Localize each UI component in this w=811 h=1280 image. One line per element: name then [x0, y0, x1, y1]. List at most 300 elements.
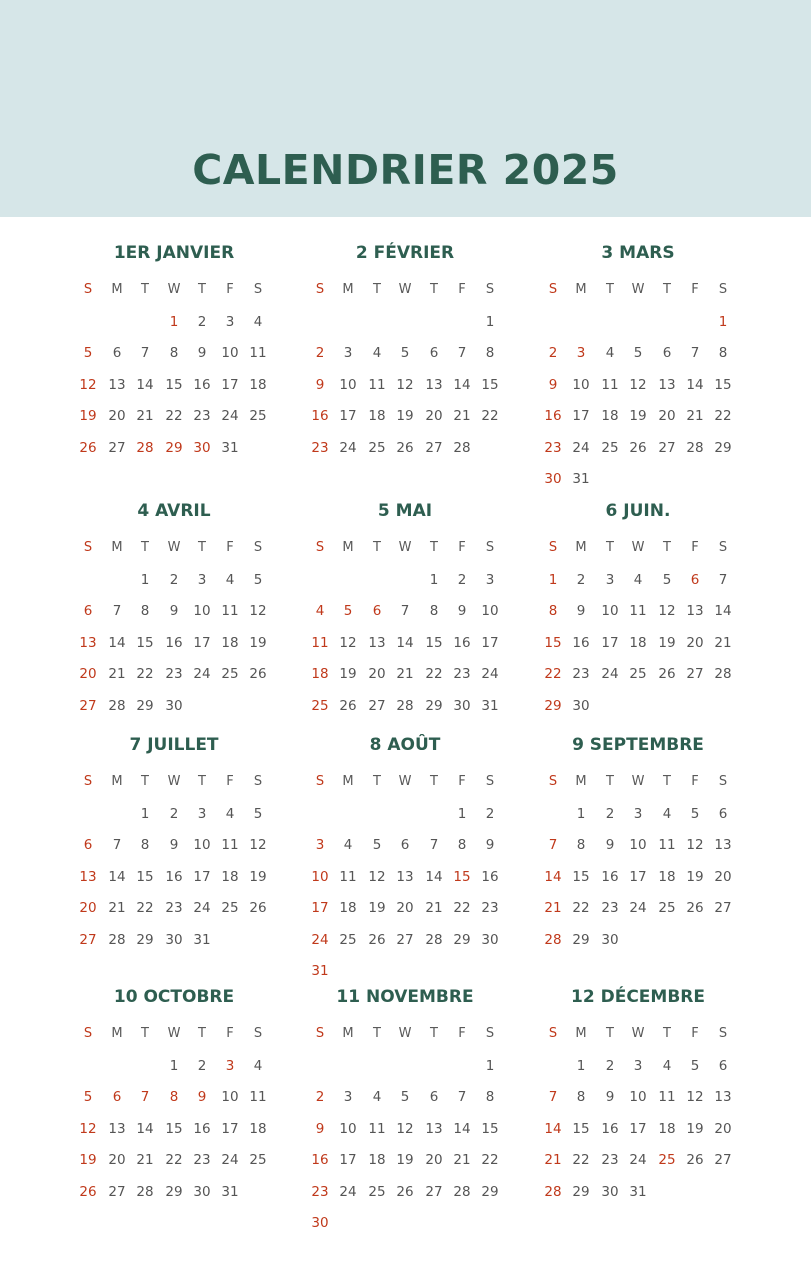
weekday-label: S	[548, 774, 558, 789]
day-cell: 20	[368, 666, 386, 682]
day-cell: 15	[136, 868, 154, 885]
weekday-label: F	[691, 540, 699, 555]
day-cell: 17	[339, 408, 357, 424]
weekday-label: F	[691, 282, 699, 297]
day-cell: 23	[601, 900, 619, 916]
day-cell: 8	[169, 1089, 179, 1105]
day-cell: 8	[548, 603, 558, 619]
day-cell: 7	[718, 571, 728, 588]
day-cell: 26	[686, 900, 704, 916]
day-cell: 24	[311, 931, 329, 948]
day-cell: 20	[686, 634, 704, 651]
day-cell: 19	[686, 868, 704, 885]
day-cell: 2	[485, 805, 495, 822]
day-cell: 28	[453, 1183, 471, 1200]
day-cell: 27	[108, 1183, 126, 1200]
day-cell: 5	[83, 1089, 93, 1105]
day-cell: 3	[605, 571, 615, 588]
day-cell: 14	[686, 376, 704, 393]
day-cell: 15	[165, 376, 183, 393]
day-cell: 2	[605, 1057, 615, 1074]
day-cell: 22	[481, 1152, 499, 1168]
day-cell: 25	[658, 1152, 676, 1168]
day-cell: 30	[572, 697, 590, 714]
day-cell: 7	[429, 837, 439, 853]
day-cell: 18	[368, 408, 386, 424]
weekday-label: T	[373, 540, 381, 555]
weekday-label: T	[198, 282, 206, 297]
weekday-label: M	[111, 1026, 123, 1041]
header-band	[0, 0, 811, 217]
weekday-label: T	[663, 540, 671, 555]
day-cell: 31	[629, 1183, 647, 1200]
weekday-label: S	[253, 540, 263, 555]
weekday-label: T	[606, 282, 614, 297]
day-cell: 5	[400, 345, 410, 361]
day-cell: 28	[686, 439, 704, 456]
day-cell: 20	[396, 900, 414, 916]
day-cell: 4	[253, 313, 263, 330]
day-cell: 9	[169, 837, 179, 853]
day-cell: 16	[165, 868, 183, 885]
month-title: 11 NOVEMBRE	[336, 987, 474, 1007]
day-cell: 13	[79, 634, 97, 651]
day-cell: 5	[690, 805, 700, 822]
day-cell: 14	[544, 1120, 562, 1137]
day-cell: 10	[339, 376, 357, 393]
month-title: 1ER JANVIER	[113, 243, 235, 263]
day-cell: 27	[425, 1183, 443, 1200]
day-cell: 30	[311, 1215, 329, 1231]
day-cell: 16	[572, 634, 590, 651]
day-cell: 29	[425, 697, 443, 714]
day-cell: 5	[343, 603, 353, 619]
day-cell: 16	[481, 868, 499, 885]
weekday-label: F	[226, 282, 234, 297]
weekday-label: T	[198, 540, 206, 555]
weekday-label: S	[548, 282, 558, 297]
day-cell: 28	[108, 697, 126, 714]
day-cell: 17	[311, 900, 329, 916]
day-cell: 18	[368, 1152, 386, 1168]
day-cell: 12	[368, 868, 386, 885]
day-cell: 15	[544, 634, 562, 651]
day-cell: 29	[165, 1183, 183, 1200]
day-cell: 4	[225, 571, 235, 588]
day-cell: 20	[425, 1152, 443, 1168]
day-cell: 8	[718, 345, 728, 361]
day-cell: 19	[686, 1120, 704, 1137]
day-cell: 10	[629, 837, 647, 853]
day-cell: 24	[221, 408, 239, 424]
weekday-label: W	[398, 282, 412, 297]
day-cell: 30	[601, 931, 619, 948]
day-cell: 19	[79, 408, 97, 424]
day-cell: 22	[165, 1152, 183, 1168]
day-cell: 1	[169, 1057, 179, 1074]
day-cell: 31	[193, 931, 211, 948]
weekday-label: S	[718, 540, 728, 555]
day-cell: 28	[544, 1183, 562, 1200]
day-cell: 6	[429, 345, 439, 361]
weekday-label: T	[606, 774, 614, 789]
weekday-label: F	[226, 1026, 234, 1041]
day-cell: 30	[193, 439, 211, 456]
day-cell: 14	[108, 634, 126, 651]
day-cell: 4	[225, 805, 235, 822]
day-cell: 31	[572, 471, 590, 487]
day-cell: 10	[572, 376, 590, 393]
day-cell: 1	[485, 313, 495, 330]
day-cell: 23	[544, 439, 562, 456]
day-cell: 30	[453, 697, 471, 714]
day-cell: 19	[339, 666, 357, 682]
weekday-label: W	[398, 774, 412, 789]
day-cell: 15	[425, 634, 443, 651]
day-cell: 1	[718, 313, 728, 330]
weekday-label: W	[167, 282, 181, 297]
day-cell: 6	[83, 837, 93, 853]
day-cell: 31	[221, 439, 239, 456]
day-cell: 2	[197, 1057, 207, 1074]
day-cell: 4	[343, 837, 353, 853]
day-cell: 12	[79, 1120, 97, 1137]
day-cell: 9	[457, 603, 467, 619]
day-cell: 26	[396, 1183, 414, 1200]
day-cell: 28	[425, 931, 443, 948]
weekday-label: W	[167, 774, 181, 789]
weekday-label: F	[691, 774, 699, 789]
day-cell: 2	[548, 345, 558, 361]
day-cell: 22	[453, 900, 471, 916]
day-cell: 28	[396, 697, 414, 714]
weekday-label: S	[485, 540, 495, 555]
day-cell: 1	[140, 571, 150, 588]
day-cell: 13	[108, 376, 126, 393]
day-cell: 26	[396, 439, 414, 456]
weekday-label: W	[631, 774, 645, 789]
day-cell: 29	[136, 931, 154, 948]
day-cell: 16	[311, 1152, 329, 1168]
day-cell: 13	[79, 868, 97, 885]
day-cell: 29	[714, 439, 732, 456]
day-cell: 22	[165, 408, 183, 424]
day-cell: 23	[165, 666, 183, 682]
weekday-label: W	[398, 1026, 412, 1041]
day-cell: 11	[368, 376, 386, 393]
day-cell: 26	[368, 931, 386, 948]
day-cell: 1	[457, 805, 467, 822]
day-cell: 4	[253, 1057, 263, 1074]
day-cell: 3	[197, 805, 207, 822]
day-cell: 16	[453, 634, 471, 651]
day-cell: 12	[249, 603, 267, 619]
day-cell: 6	[112, 345, 122, 361]
day-cell: 8	[140, 837, 150, 853]
day-cell: 1	[429, 571, 439, 588]
day-cell: 17	[572, 408, 590, 424]
day-cell: 11	[658, 1089, 676, 1105]
day-cell: 5	[253, 571, 263, 588]
day-cell: 22	[544, 666, 562, 682]
day-cell: 25	[629, 666, 647, 682]
day-cell: 4	[372, 1089, 382, 1105]
day-cell: 17	[629, 868, 647, 885]
day-cell: 3	[225, 313, 235, 330]
day-cell: 19	[396, 1152, 414, 1168]
day-cell: 3	[315, 837, 325, 853]
day-cell: 16	[601, 868, 619, 885]
weekday-label: T	[606, 540, 614, 555]
day-cell: 21	[396, 666, 414, 682]
day-cell: 11	[221, 837, 239, 853]
day-cell: 12	[339, 634, 357, 651]
month-title: 9 SEPTEMBRE	[572, 735, 704, 755]
weekday-label: M	[342, 774, 354, 789]
day-cell: 24	[339, 439, 357, 456]
day-cell: 4	[605, 345, 615, 361]
weekday-label: F	[691, 1026, 699, 1041]
day-cell: 29	[453, 931, 471, 948]
day-cell: 9	[197, 1089, 207, 1105]
day-cell: 9	[485, 837, 495, 853]
day-cell: 11	[629, 603, 647, 619]
day-cell: 25	[658, 900, 676, 916]
day-cell: 25	[249, 1152, 267, 1168]
day-cell: 20	[79, 900, 97, 916]
day-cell: 26	[79, 1183, 97, 1200]
day-cell: 14	[544, 868, 562, 885]
day-cell: 25	[368, 439, 386, 456]
day-cell: 1	[548, 571, 558, 588]
day-cell: 30	[544, 471, 562, 487]
day-cell: 26	[686, 1152, 704, 1168]
month-title: 4 AVRIL	[137, 501, 211, 521]
weekday-label: S	[315, 774, 325, 789]
weekday-label: W	[631, 540, 645, 555]
day-cell: 14	[396, 634, 414, 651]
day-cell: 5	[400, 1089, 410, 1105]
day-cell: 15	[136, 634, 154, 651]
day-cell: 5	[690, 1057, 700, 1074]
day-cell: 19	[79, 1152, 97, 1168]
day-cell: 22	[425, 666, 443, 682]
day-cell: 7	[690, 345, 700, 361]
day-cell: 23	[311, 439, 329, 456]
day-cell: 3	[343, 345, 353, 361]
day-cell: 30	[193, 1183, 211, 1200]
day-cell: 6	[112, 1089, 122, 1105]
day-cell: 3	[633, 805, 643, 822]
weekday-label: S	[485, 282, 495, 297]
day-cell: 2	[457, 571, 467, 588]
day-cell: 14	[136, 1120, 154, 1137]
day-cell: 2	[197, 313, 207, 330]
day-cell: 8	[576, 1089, 586, 1105]
day-cell: 11	[339, 868, 357, 885]
day-cell: 8	[457, 837, 467, 853]
day-cell: 24	[221, 1152, 239, 1168]
day-cell: 23	[165, 900, 183, 916]
weekday-label: F	[458, 774, 466, 789]
day-cell: 16	[193, 1120, 211, 1137]
day-cell: 16	[311, 408, 329, 424]
weekday-label: S	[718, 282, 728, 297]
day-cell: 8	[485, 1089, 495, 1105]
day-cell: 6	[718, 1057, 728, 1074]
day-cell: 29	[544, 697, 562, 714]
day-cell: 6	[429, 1089, 439, 1105]
weekday-label: S	[315, 540, 325, 555]
day-cell: 3	[576, 345, 586, 361]
day-cell: 10	[339, 1120, 357, 1137]
day-cell: 24	[339, 1183, 357, 1200]
weekday-label: T	[430, 1026, 438, 1041]
day-cell: 18	[601, 408, 619, 424]
day-cell: 18	[339, 900, 357, 916]
day-cell: 13	[425, 1120, 443, 1137]
day-cell: 14	[108, 868, 126, 885]
day-cell: 4	[662, 805, 672, 822]
day-cell: 18	[658, 868, 676, 885]
day-cell: 28	[108, 931, 126, 948]
day-cell: 8	[485, 345, 495, 361]
day-cell: 15	[572, 1120, 590, 1137]
day-cell: 18	[221, 868, 239, 885]
day-cell: 11	[249, 1089, 267, 1105]
day-cell: 12	[629, 376, 647, 393]
day-cell: 16	[193, 376, 211, 393]
day-cell: 11	[368, 1120, 386, 1137]
day-cell: 8	[169, 345, 179, 361]
weekday-label: W	[167, 540, 181, 555]
day-cell: 29	[481, 1183, 499, 1200]
day-cell: 17	[339, 1152, 357, 1168]
weekday-label: M	[111, 540, 123, 555]
weekday-label: W	[167, 1026, 181, 1041]
weekday-label: T	[606, 1026, 614, 1041]
weekday-label: M	[575, 774, 587, 789]
day-cell: 31	[221, 1183, 239, 1200]
weekday-label: S	[83, 282, 93, 297]
day-cell: 10	[193, 837, 211, 853]
day-cell: 31	[311, 963, 329, 979]
day-cell: 23	[601, 1152, 619, 1168]
day-cell: 8	[429, 603, 439, 619]
day-cell: 10	[221, 1089, 239, 1105]
day-cell: 6	[718, 805, 728, 822]
day-cell: 30	[481, 931, 499, 948]
weekday-label: M	[342, 1026, 354, 1041]
day-cell: 12	[249, 837, 267, 853]
day-cell: 9	[548, 376, 558, 393]
day-cell: 11	[311, 634, 329, 651]
day-cell: 6	[662, 345, 672, 361]
day-cell: 24	[481, 666, 499, 682]
day-cell: 6	[372, 603, 382, 619]
day-cell: 23	[453, 666, 471, 682]
day-cell: 5	[662, 571, 672, 588]
day-cell: 3	[197, 571, 207, 588]
weekday-label: F	[458, 1026, 466, 1041]
day-cell: 15	[165, 1120, 183, 1137]
day-cell: 21	[686, 408, 704, 424]
weekday-label: M	[575, 540, 587, 555]
day-cell: 9	[315, 1120, 325, 1137]
day-cell: 9	[605, 837, 615, 853]
day-cell: 13	[108, 1120, 126, 1137]
day-cell: 19	[249, 634, 267, 651]
day-cell: 25	[339, 931, 357, 948]
day-cell: 28	[136, 1183, 154, 1200]
weekday-label: T	[663, 774, 671, 789]
day-cell: 10	[601, 603, 619, 619]
day-cell: 11	[221, 603, 239, 619]
weekday-label: T	[663, 1026, 671, 1041]
month-title: 12 DÉCEMBRE	[571, 987, 705, 1007]
day-cell: 17	[481, 634, 499, 651]
day-cell: 21	[108, 666, 126, 682]
weekday-label: M	[111, 774, 123, 789]
day-cell: 3	[485, 571, 495, 588]
day-cell: 12	[658, 603, 676, 619]
day-cell: 23	[572, 666, 590, 682]
weekday-label: T	[141, 774, 149, 789]
day-cell: 17	[601, 634, 619, 651]
day-cell: 29	[165, 439, 183, 456]
day-cell: 2	[315, 345, 325, 361]
day-cell: 19	[368, 900, 386, 916]
day-cell: 20	[658, 408, 676, 424]
day-cell: 13	[714, 837, 732, 853]
day-cell: 27	[396, 931, 414, 948]
day-cell: 1	[576, 805, 586, 822]
day-cell: 5	[633, 345, 643, 361]
month-title: 10 OCTOBRE	[113, 987, 235, 1007]
day-cell: 19	[249, 868, 267, 885]
weekday-label: T	[198, 774, 206, 789]
day-cell: 10	[221, 345, 239, 361]
day-cell: 2	[315, 1089, 325, 1105]
day-cell: 26	[249, 900, 267, 916]
day-cell: 9	[169, 603, 179, 619]
day-cell: 26	[658, 666, 676, 682]
day-cell: 15	[453, 868, 471, 885]
day-cell: 21	[108, 900, 126, 916]
day-cell: 7	[140, 345, 150, 361]
day-cell: 18	[249, 1120, 267, 1137]
weekday-label: F	[226, 774, 234, 789]
day-cell: 21	[136, 408, 154, 424]
day-cell: 16	[165, 634, 183, 651]
weekday-label: T	[430, 540, 438, 555]
day-cell: 9	[576, 603, 586, 619]
day-cell: 30	[601, 1183, 619, 1200]
day-cell: 18	[221, 634, 239, 651]
day-cell: 25	[221, 666, 239, 682]
day-cell: 19	[629, 408, 647, 424]
weekday-label: T	[141, 540, 149, 555]
day-cell: 8	[576, 837, 586, 853]
day-cell: 18	[249, 376, 267, 393]
day-cell: 11	[249, 345, 267, 361]
day-cell: 23	[193, 1152, 211, 1168]
day-cell: 7	[457, 345, 467, 361]
day-cell: 1	[485, 1057, 495, 1074]
day-cell: 30	[165, 697, 183, 714]
day-cell: 6	[83, 603, 93, 619]
weekday-label: M	[342, 540, 354, 555]
